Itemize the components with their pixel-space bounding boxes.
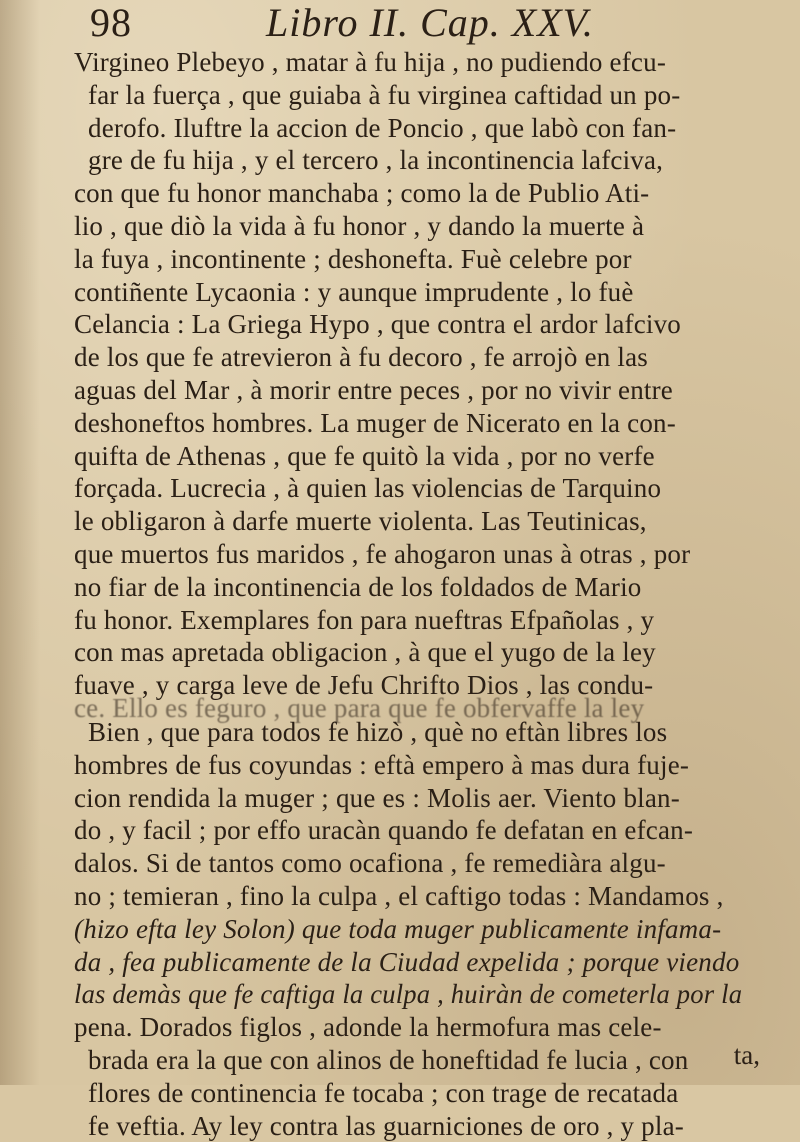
text-line: Virgineo Plebeyo , matar à fu hija , no pudiendo efcu- — [74, 46, 742, 79]
text-line: far la fuerça , que guiaba à fu virginea caftidad un po- — [74, 79, 742, 112]
text-line: no ; temieran , fino la culpa , el caftigo todas : Mandamos , — [74, 880, 742, 913]
text-line: Bien , que para todos fe hizò , què no eftàn libres los — [74, 716, 742, 749]
page-header — [74, 0, 742, 46]
text-line: de los que fe atrevieron à fu decoro , fe arrojò en las — [74, 341, 742, 374]
text-line: deshoneftos hombres. La muger de Nicerato en la con- — [74, 407, 742, 440]
text-line: no fiar de la incontinencia de los foldados de Mario — [74, 571, 742, 604]
text-line: fe veftia. Ay ley contra las guarniciones de oro , y pla- — [74, 1110, 742, 1142]
text-line: que muertos fus maridos , fe ahogaron unas à otras , por — [74, 538, 742, 571]
catchword: ta, — [734, 1040, 760, 1071]
text-line: flores de continencia fe tocaba ; con trage de recatada — [74, 1077, 742, 1110]
text-line: Celancia : La Griega Hypo , que contra el ardor lafcivo — [74, 308, 742, 341]
text-line: con mas apretada obligacion , à que el yugo de la ley — [74, 636, 742, 669]
text-line: con que fu honor manchaba ; como la de Publio Ati- — [74, 177, 742, 210]
page-number: 98 — [90, 0, 132, 46]
text-line: quifta de Athenas , que fe quitò la vida , por no verfe — [74, 440, 742, 473]
text-line: fuave , y carga leve de Jefu Chrifto Dios , las condu- — [74, 669, 742, 702]
text-line: la fuya , incontinente ; deshonefta. Fuè celebre por — [74, 243, 742, 276]
italic-quote-line: las demàs que fe caftiga la culpa , huiràn de cometerla por la — [74, 978, 731, 1011]
text-line: derofo. Iluftre la accion de Poncio , que labò con fan- — [74, 112, 742, 145]
text-line: cion rendida la muger ; que es : Molis aer. Viento blan- — [74, 782, 742, 815]
italic-quote-line: da , fea publicamente de la Ciudad expelida ; porque viendo — [74, 946, 742, 979]
text-line: hombres de fus coyundas : eftà empero à mas dura fuje- — [74, 749, 742, 782]
text-line: gre de fu hija , y el tercero , la incontinencia lafciva, — [74, 144, 742, 177]
text-line: lio , que diò la vida à fu honor , y dando la muerte à — [74, 210, 742, 243]
text-line: contiñente Lycaonia : y aunque imprudente , lo fuè — [74, 276, 742, 309]
faded-cut-line: ce. Ello es feguro , que para que fe obfervaffe la ley — [74, 692, 742, 706]
text-line: forçada. Lucrecia , à quien las violencias de Tarquino — [74, 472, 742, 505]
text-line: brada era la que con alinos de honeftidad fe lucia , con — [74, 1044, 742, 1077]
text-line: dalos. Si de tantos como ocafiona , fe remediàra algu- — [74, 847, 742, 880]
text-line: pena. Dorados figlos , adonde la hermofura mas cele- — [74, 1011, 742, 1044]
italic-quote-line: (hizo efta ley Solon) que toda muger publicamente infama- — [74, 913, 742, 946]
running-head: Libro II. Cap. XXV. — [266, 0, 594, 46]
text-line: aguas del Mar , à morir entre peces , por no vivir entre — [74, 374, 742, 407]
text-line: do , y facil ; por effo uracàn quando fe defatan en efcan- — [74, 814, 742, 847]
text-line: fu honor. Exemplares fon para nueftras Efpañolas , y — [74, 604, 742, 637]
text-line: le obligaron à darfe muerte violenta. Las Teutinicas, — [74, 505, 742, 538]
body-text — [74, 46, 742, 1142]
